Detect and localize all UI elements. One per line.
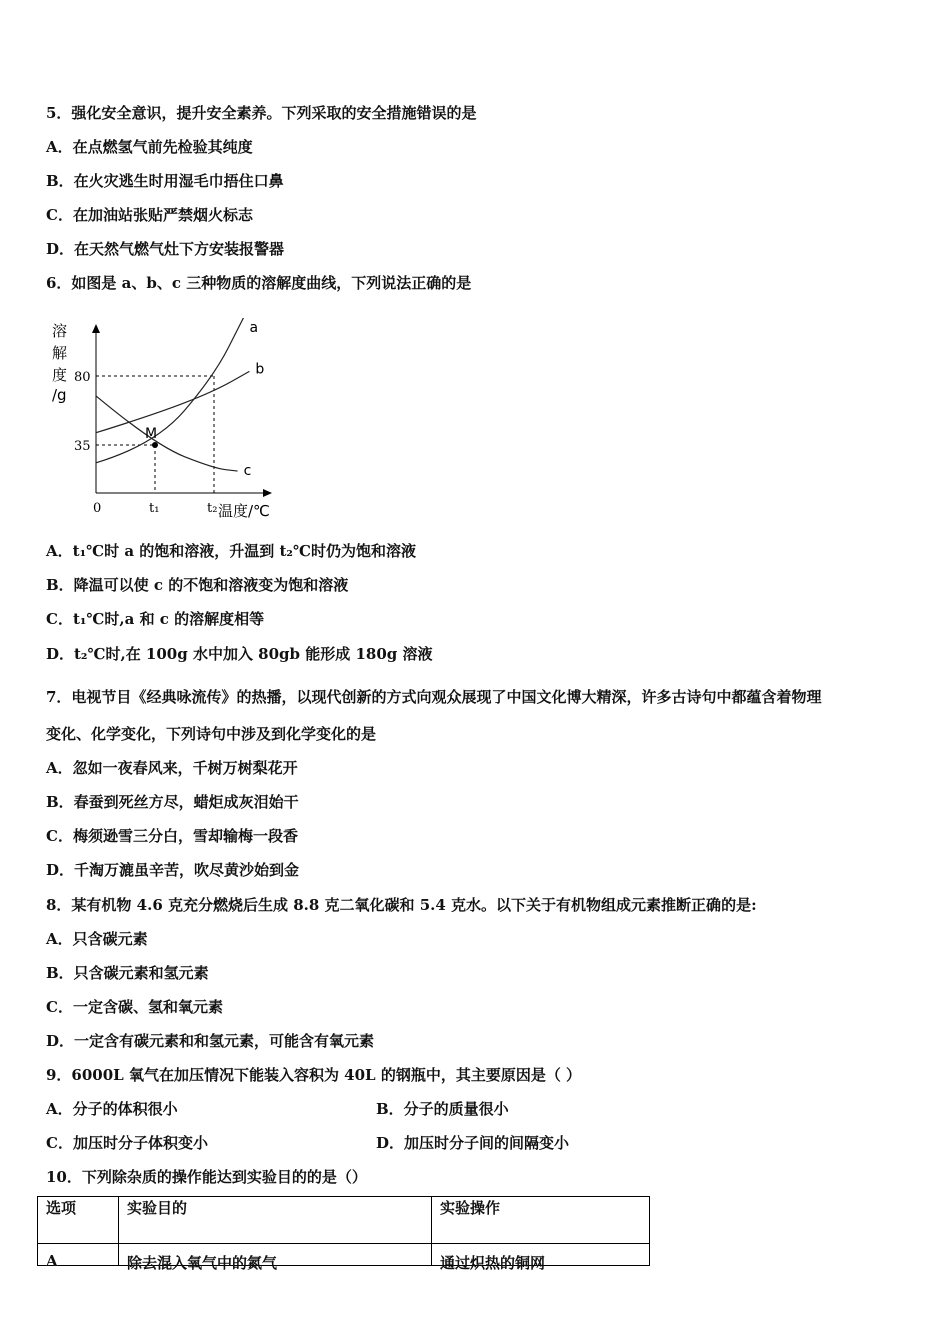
q9-option-b: B．分子的质量很小 xyxy=(376,1100,509,1118)
q9-option-c: C．加压时分子体积变小 xyxy=(46,1134,208,1152)
q6-option-d: D．t₂℃时,在 100g 水中加入 80gb 能形成 180g 溶液 xyxy=(46,645,433,663)
x-tick-t1: t₁ xyxy=(149,501,160,516)
q7-option-d: D．千淘万漉虽辛苦，吹尽黄沙始到金 xyxy=(46,861,300,879)
q7-option-a: A．忽如一夜春风来，千树万树梨花开 xyxy=(46,759,298,777)
q6-option-a: A．t₁℃时 a 的饱和溶液，升温到 t₂℃时仍为饱和溶液 xyxy=(46,542,416,560)
q10-table xyxy=(37,1196,650,1272)
q7-stem-line2: 变化、化学变化，下列诗句中涉及到化学变化的是 xyxy=(46,725,377,743)
curve-c xyxy=(96,396,238,471)
q6-option-b: B．降温可以使 c 的不饱和溶液变为饱和溶液 xyxy=(46,576,349,594)
y-tick-35: 35 xyxy=(74,439,91,454)
x-label: 温度/℃ xyxy=(218,502,270,520)
q8-option-b: B．只含碳元素和氢元素 xyxy=(46,964,209,982)
table-header-row xyxy=(38,1197,650,1244)
x-tick-t2: t₂ xyxy=(207,501,218,516)
x-axis-arrow xyxy=(263,489,272,497)
q8-option-d: D．一定含有碳元素和和氢元素，可能含有氧元素 xyxy=(46,1032,375,1050)
table-row xyxy=(38,1244,650,1266)
q7-option-c: C．梅须逊雪三分白，雪却输梅一段香 xyxy=(46,827,298,845)
q5-option-a: A．在点燃氢气前先检验其纯度 xyxy=(46,138,253,156)
y-label-2: 度 xyxy=(52,366,68,384)
y-axis-arrow xyxy=(92,324,100,333)
q8-option-c: C．一定含碳、氢和氧元素 xyxy=(46,998,223,1016)
header-option: 选项 xyxy=(38,1197,119,1244)
curve-label-b: b xyxy=(255,361,265,378)
point-m xyxy=(152,442,158,448)
row-operation: 通过炽热的铜网 xyxy=(440,1254,546,1272)
q5-stem: 5．强化安全意识，提升安全素养。下列采取的安全措施错误的是 xyxy=(46,104,477,122)
curve-b xyxy=(96,371,249,432)
y-label-3: /g xyxy=(52,386,67,404)
y-tick-80: 80 xyxy=(74,370,91,385)
q9-option-d: D．加压时分子间的间隔变小 xyxy=(376,1134,570,1152)
q7-stem-line1: 7．电视节目《经典咏流传》的热播，以现代创新的方式向观众展现了中国文化博大精深，许多古诗句中都蕴含着物理 xyxy=(46,688,822,706)
y-label-0: 溶 xyxy=(52,322,68,340)
q5-option-b: B．在火灾逃生时用湿毛巾捂住口鼻 xyxy=(46,172,284,190)
x-tick-0: 0 xyxy=(93,501,102,516)
q6-stem: 6．如图是 a、b、c 三种物质的溶解度曲线，下列说法正确的是 xyxy=(46,274,472,292)
q8-option-a: A．只含碳元素 xyxy=(46,930,148,948)
q7-option-b: B．春蚕到死丝方尽，蜡炬成灰泪始干 xyxy=(46,793,299,811)
curve-label-a: a xyxy=(249,320,259,336)
q6-option-c: C．t₁℃时,a 和 c 的溶解度相等 xyxy=(46,610,265,628)
q9-option-a: A．分子的体积很小 xyxy=(46,1100,178,1118)
q5-option-d: D．在天然气燃气灶下方安装报警器 xyxy=(46,240,285,258)
row-option: A xyxy=(46,1252,58,1270)
q10-stem: 10．下列除杂质的操作能达到实验目的的是（） xyxy=(46,1168,367,1186)
row-purpose: 除去混入氧气中的氮气 xyxy=(127,1254,278,1272)
curve-a xyxy=(96,318,244,463)
point-m-label: M xyxy=(145,426,158,442)
header-operation: 实验操作 xyxy=(432,1197,650,1244)
q5-option-c: C．在加油站张贴严禁烟火标志 xyxy=(46,206,253,224)
curve-label-c: c xyxy=(243,463,252,480)
y-label-1: 解 xyxy=(52,344,68,362)
q9-stem: 9．6000L 氧气在加压情况下能装入容积为 40L 的钢瓶中，其主要原因是（ ） xyxy=(46,1066,582,1084)
q8-stem: 8．某有机物 4.6 克充分燃烧后生成 8.8 克二氧化碳和 5.4 克水。以下关于有机物组成元素推断正确的是: xyxy=(46,896,757,914)
solubility-chart xyxy=(44,318,284,524)
header-purpose: 实验目的 xyxy=(119,1197,432,1244)
